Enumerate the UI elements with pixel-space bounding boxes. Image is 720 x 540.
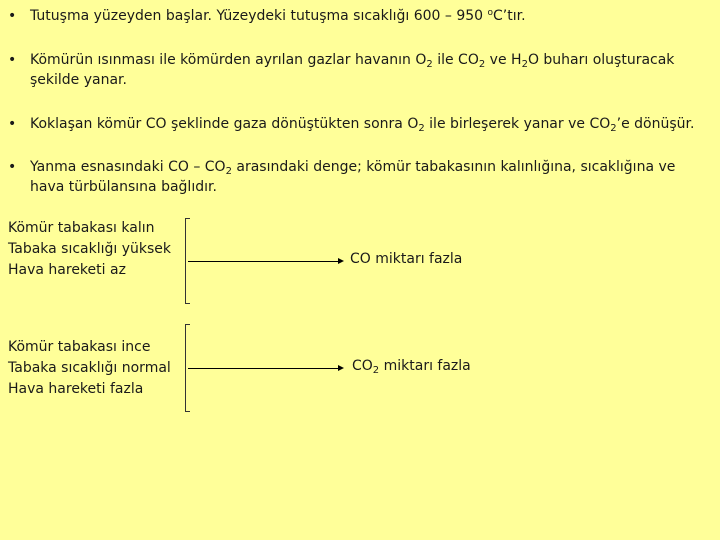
bullet-text: Koklaşan kömür CO şeklinde gaza dönüştükten sonra $O_2$ ile birleşerek yanar ve $CO_2’e$ dönüşür. [30, 116, 695, 134]
condition-group-thin [8, 337, 171, 400]
arrow-shaft [188, 368, 340, 369]
bullet-symbol: • [8, 159, 17, 175]
condition-line: Hava hareketi fazla [8, 381, 144, 397]
bullet-text: Kömürün ısınması ile kömürden ayrılan gazlar havanın $O_2$ ile $CO_2$ ve $H_2O$ buharı oluşturacak şekilde yanar. [30, 52, 675, 88]
bullet-symbol: • [8, 52, 17, 68]
condition-line: Tabaka sıcaklığı yüksek [8, 241, 172, 257]
condition-line: Kömür tabakası kalın [8, 220, 155, 236]
bullet-symbol: • [8, 116, 17, 132]
condition-line: Hava hareketi az [8, 262, 126, 278]
bullet-text: Tutuşma yüzeyden başlar. Yüzeydeki tutuşma sıcaklığı 600 – 950 $^o$C’tır. [30, 8, 526, 24]
arrowhead-icon [338, 258, 344, 264]
arrow-shaft [188, 261, 340, 262]
condition-line: Kömür tabakası ince [8, 339, 151, 355]
result-co2: $CO_2$ miktarı fazla [352, 358, 471, 376]
condition-line: Tabaka sıcaklığı normal [8, 360, 171, 376]
result-co: CO miktarı fazla [350, 251, 463, 267]
arrowhead-icon [338, 365, 344, 371]
bullet-symbol: • [8, 8, 17, 24]
bullet-text: Yanma esnasındaki CO – $CO_2$ arasındaki denge; kömür tabakasının kalınlığına, sıcaklığına ve hava türbülansına bağlıdır. [30, 159, 676, 195]
condition-group-thick [8, 218, 171, 281]
